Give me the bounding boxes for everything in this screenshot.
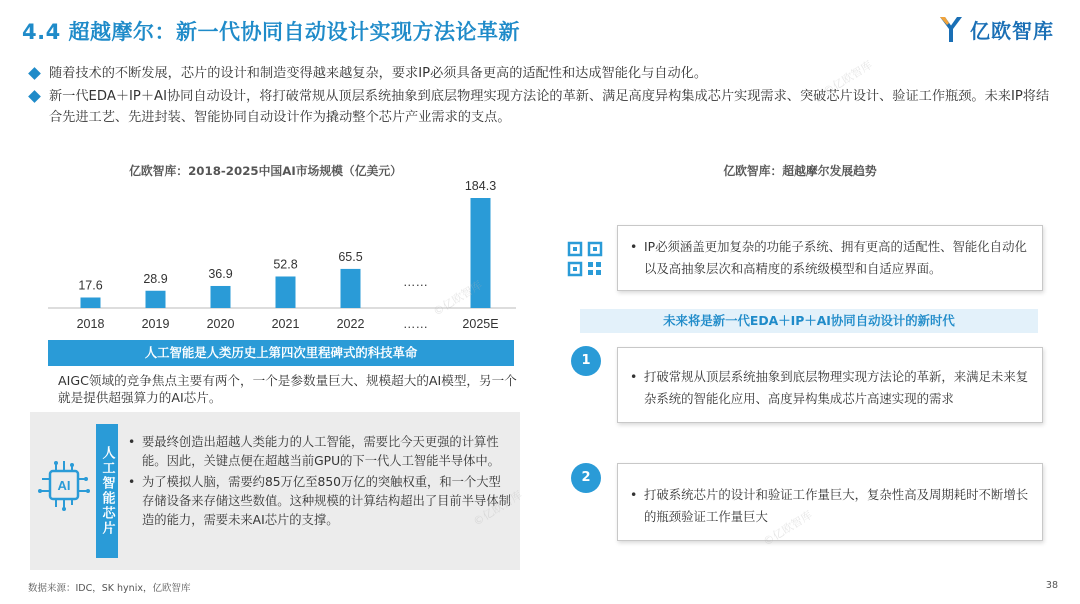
- x-tick-label: 2025E: [462, 317, 499, 331]
- chart-bar: [81, 297, 101, 308]
- list-item: [128, 433, 513, 471]
- bullet-dot-icon: •: [630, 369, 638, 384]
- x-tick-label: 2019: [141, 317, 170, 331]
- chart-bar: [211, 286, 231, 308]
- bar-value-label: 184.3: [464, 179, 497, 193]
- watermark: ©亿欧智库: [760, 508, 815, 549]
- bar-value-label: 28.9: [143, 271, 168, 286]
- x-tick-label: 2020: [206, 317, 235, 331]
- trend-item-1: [617, 347, 1043, 423]
- step-number-2: 2: [571, 463, 601, 493]
- trend-item-2: [617, 463, 1043, 541]
- bullet-dot-icon: •: [630, 239, 638, 254]
- bullet-dot-icon: •: [128, 435, 136, 449]
- brand-logo: [938, 14, 1054, 44]
- ai-chip-points: [128, 433, 513, 532]
- x-tick-label: ……: [403, 317, 428, 331]
- ai-revolution-banner: 人工智能是人类历史上第四次里程碑式的科技革命: [48, 340, 514, 366]
- ip-trend-box: [617, 225, 1043, 291]
- intro-bullets: [26, 63, 1056, 130]
- trend-item-text: 打破常规从顶层系统抽象到底层物理实现方法论的革新，来满足未来复杂系统的智能化应用、高度异构集成芯片高速实现的需求: [644, 369, 1029, 406]
- watermark: ©亿欧智库: [820, 58, 875, 99]
- bullet-dot-icon: •: [630, 487, 638, 502]
- chart-bar: [471, 198, 491, 308]
- page-title: 4.4 超越摩尔：新一代协同自动设计实现方法论革新: [22, 20, 521, 44]
- page-number: 38: [1045, 580, 1058, 591]
- chart-bar: [341, 269, 361, 308]
- bullet-item: [26, 86, 1056, 128]
- market-size-bar-chart: [48, 178, 518, 336]
- aigc-text: AIGC领域的竞争焦点主要有两个，一个是参数量巨大、规模超大的AI模型，另一个就是提供超强算力的AI芯片。: [58, 373, 517, 405]
- bar-value-label: 36.9: [208, 266, 233, 281]
- list-item: [128, 473, 513, 530]
- bullet-text: 新一代EDA＋IP＋AI协同自动设计，将打破常规从顶层系统抽象到底层物理实现方法论的革新、满足高度异构集成芯片实现需求、突破芯片设计、验证工作瓶颈。未来IP将结合先进工艺、先进封装、智能协同自动设计作为撬动整个芯片产业需求的支点。: [49, 89, 1050, 125]
- bullet-item: [26, 63, 1056, 84]
- logo-text: 亿欧智库: [970, 18, 1054, 43]
- logo-mark-icon: [938, 14, 964, 44]
- x-tick-label: 2022: [336, 317, 365, 331]
- step-number-1: 1: [571, 346, 601, 376]
- qr-icon: [567, 241, 603, 277]
- list-item-text: 为了模拟人脑，需要约85万亿至850万亿的突触权重，和一个大型存储设备来存储这些数值。这种规模的计算结构超出了目前半导体制造的能力，需要未来AI芯片的支撑。: [142, 475, 511, 527]
- x-tick-label: 2018: [76, 317, 105, 331]
- list-item-text: 要最终创造出超越人类能力的人工智能，需要比今天更强的计算性能。因此，关键点便在超越当前GPU的下一代人工智能半导体中。: [142, 435, 500, 468]
- ip-trend-text: IP必须涵盖更加复杂的功能子系统、拥有更高的适配性、智能化自动化以及高抽象层次和高精度的系统级模型和自适应界面。: [644, 239, 1027, 276]
- diamond-bullet-icon: [28, 67, 41, 80]
- ai-chip-icon: [36, 457, 92, 513]
- trend-title: 亿欧智库：超越摩尔发展趋势: [723, 164, 877, 178]
- ai-icon-text: AI: [57, 478, 71, 493]
- x-tick-label: 2021: [271, 317, 300, 331]
- ai-chip-vertical-label: 人工智能芯片: [96, 424, 118, 558]
- bar-value-label: 65.5: [338, 249, 363, 264]
- new-era-highlight: 未来将是新一代EDA＋IP＋AI协同自动设计的新时代: [580, 309, 1038, 333]
- bar-value-label: 52.8: [273, 257, 298, 272]
- diamond-bullet-icon: [28, 90, 41, 103]
- bullet-text: 随着技术的不断发展，芯片的设计和制造变得越来越复杂，要求IP必须具备更高的适配性和达成智能化与自动化。: [49, 66, 708, 81]
- bar-value-label: ……: [403, 275, 428, 289]
- trend-item-text: 打破系统芯片的设计和验证工作量巨大，复杂性高及周期耗时不断增长的瓶颈验证工作量巨大: [644, 487, 1029, 524]
- bar-value-label: 17.6: [78, 278, 103, 293]
- watermark: ©亿欧智库: [430, 278, 485, 319]
- watermark: ©亿欧智库: [470, 488, 525, 529]
- data-source: 数据来源：IDC，SK hynix，亿欧智库: [28, 583, 191, 594]
- chart-bar: [276, 276, 296, 308]
- chart-bar: [146, 291, 166, 308]
- chart-title: 亿欧智库：2018-2025中国AI市场规模（亿美元）: [129, 164, 402, 178]
- bullet-dot-icon: •: [128, 475, 136, 489]
